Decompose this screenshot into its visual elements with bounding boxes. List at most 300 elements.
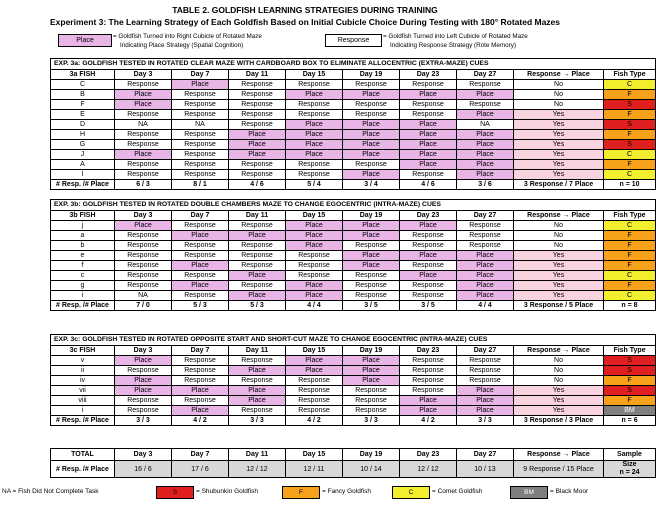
fish-type-cell: S xyxy=(604,386,656,396)
strategy-cell: Response xyxy=(229,241,286,251)
fish-id: a xyxy=(51,231,115,241)
response-to-place-cell: Yes xyxy=(514,281,604,291)
strategy-cell: Response xyxy=(286,100,343,110)
strategy-cell: Response xyxy=(229,120,286,130)
strategy-cell: Response xyxy=(400,356,457,366)
strategy-cell: Response xyxy=(400,110,457,120)
sample-label-2: Size xyxy=(622,461,637,468)
exp3a-col-header: Fish Type xyxy=(604,70,656,80)
strategy-cell: Response xyxy=(229,281,286,291)
fish-type-cell: F xyxy=(604,396,656,406)
strategy-cell: Place xyxy=(286,231,343,241)
table-row xyxy=(51,356,656,366)
strategy-cell: Place xyxy=(172,261,229,271)
strategy-cell: Response xyxy=(229,160,286,170)
legend-place-text-2: Indicating Place Strategy (Spatial Cognition) xyxy=(120,42,244,49)
exp3b-col-header: Day 23 xyxy=(400,211,457,221)
table-row xyxy=(51,396,656,406)
table-row xyxy=(51,130,656,140)
strategy-cell: Response xyxy=(229,261,286,271)
strategy-cell: Place xyxy=(229,140,286,150)
strategy-cell: Place xyxy=(457,386,514,396)
exp-3c-table xyxy=(50,334,656,426)
strategy-cell: Response xyxy=(229,221,286,231)
strategy-cell: Response xyxy=(172,291,229,301)
total-rp: 9 Response / 15 Place xyxy=(514,461,604,478)
strategy-cell: Place xyxy=(115,90,172,100)
strategy-cell: Response xyxy=(172,160,229,170)
strategy-cell: Place xyxy=(457,150,514,160)
strategy-cell: Place xyxy=(400,90,457,100)
total-day11: 12 / 12 xyxy=(229,461,286,478)
table-row xyxy=(51,90,656,100)
table-row xyxy=(51,110,656,120)
exp3c-col-header: Day 19 xyxy=(343,346,400,356)
response-to-place-cell: Yes xyxy=(514,386,604,396)
strategy-cell: Response xyxy=(400,80,457,90)
strategy-cell: Response xyxy=(115,281,172,291)
exp3b-col-header: Day 3 xyxy=(115,211,172,221)
exp3a-footer-rp: 3 Response / 7 Place xyxy=(514,180,604,190)
strategy-cell: Place xyxy=(457,281,514,291)
table-row xyxy=(51,251,656,261)
strategy-cell: Place xyxy=(229,291,286,301)
response-to-place-cell: No xyxy=(514,376,604,386)
exp3a-col-header: Response → Place xyxy=(514,70,604,80)
total-sample-size-label xyxy=(604,449,656,461)
total-table xyxy=(50,448,656,478)
fish-type-cell: F xyxy=(604,110,656,120)
table-row xyxy=(51,406,656,416)
strategy-cell: Place xyxy=(457,140,514,150)
strategy-cell: Place xyxy=(343,366,400,376)
table-row xyxy=(51,271,656,281)
strategy-cell: Place xyxy=(343,231,400,241)
strategy-cell: Place xyxy=(457,396,514,406)
response-to-place-cell: No xyxy=(514,90,604,100)
strategy-cell: Place xyxy=(343,170,400,180)
response-to-place-cell: Yes xyxy=(514,261,604,271)
exp3c-col-header: Day 11 xyxy=(229,346,286,356)
strategy-cell: Response xyxy=(115,241,172,251)
table-subtitle: Experiment 3: The Learning Strategy of Each Goldfish Based on Initial Cubicle Choice During Testing with 180° Rotated Mazes xyxy=(49,17,561,27)
exp3a-col-header: Day 27 xyxy=(457,70,514,80)
fish-type-cell: C xyxy=(604,150,656,160)
exp3b-col-header: Day 19 xyxy=(343,211,400,221)
table-row xyxy=(51,221,656,231)
total-col-day27: Day 27 xyxy=(457,449,514,461)
exp3c-footer-label: # Resp. /# Place xyxy=(51,416,115,426)
strategy-cell: Place xyxy=(457,271,514,281)
strategy-cell: Place xyxy=(400,140,457,150)
strategy-cell: Response xyxy=(229,90,286,100)
exp3c-footer-count: 4 / 2 xyxy=(172,416,229,426)
response-to-place-cell: Yes xyxy=(514,251,604,261)
total-col-day19: Day 19 xyxy=(343,449,400,461)
sample-size-value: n = 24 xyxy=(619,469,640,476)
total-col-day7: Day 7 xyxy=(172,449,229,461)
fish-type-cell: C xyxy=(604,271,656,281)
fish-id: A xyxy=(51,160,115,170)
strategy-cell: Place xyxy=(115,376,172,386)
total-day7: 17 / 6 xyxy=(172,461,229,478)
exp3b-col-header: Response → Place xyxy=(514,211,604,221)
exp3c-footer-count: 3 / 3 xyxy=(115,416,172,426)
exp3b-footer-label: # Resp. /# Place xyxy=(51,301,115,311)
legend-blackmoor-text: = Black Moor xyxy=(550,488,589,495)
fish-type-cell: C xyxy=(604,170,656,180)
table-row xyxy=(51,291,656,301)
strategy-cell: Place xyxy=(343,90,400,100)
total-col-day11: Day 11 xyxy=(229,449,286,461)
strategy-cell: Response xyxy=(457,366,514,376)
legend-fancy-text: = Fancy Goldfish xyxy=(322,488,371,495)
total-sublabel: # Resp. /# Place xyxy=(51,461,115,478)
strategy-cell: Place xyxy=(400,271,457,281)
fish-id: c xyxy=(51,271,115,281)
strategy-cell: Response xyxy=(286,110,343,120)
strategy-cell: Response xyxy=(457,100,514,110)
legend-shubunkin-text: = Shubunkin Goldfish xyxy=(196,488,258,495)
strategy-cell: Response xyxy=(172,241,229,251)
exp3b-footer-count: 3 / 5 xyxy=(400,301,457,311)
table-row xyxy=(51,120,656,130)
strategy-cell: Response xyxy=(286,160,343,170)
strategy-cell: Place xyxy=(115,221,172,231)
strategy-cell: Response xyxy=(457,231,514,241)
response-to-place-cell: No xyxy=(514,231,604,241)
strategy-cell: Place xyxy=(457,130,514,140)
strategy-cell: Response xyxy=(400,376,457,386)
fish-id: C xyxy=(51,80,115,90)
strategy-cell: Response xyxy=(172,170,229,180)
legend-response-box: Response xyxy=(325,34,382,47)
fish-type-cell: F xyxy=(604,241,656,251)
exp3c-footer-count: 3 / 3 xyxy=(229,416,286,426)
fish-type-cell: F xyxy=(604,261,656,271)
strategy-cell: Place xyxy=(115,356,172,366)
fish-id: F xyxy=(51,100,115,110)
fish-id: H xyxy=(51,130,115,140)
exp3c-col-header: Day 23 xyxy=(400,346,457,356)
response-to-place-cell: Yes xyxy=(514,120,604,130)
table-row xyxy=(51,281,656,291)
fish-id: v xyxy=(51,356,115,366)
strategy-cell: Response xyxy=(229,356,286,366)
exp3a-footer-label: # Resp. /# Place xyxy=(51,180,115,190)
legend-blackmoor-swatch: BM xyxy=(510,486,548,499)
strategy-cell: Response xyxy=(343,160,400,170)
strategy-cell: NA xyxy=(115,120,172,130)
exp3c-footer-n: n = 6 xyxy=(604,416,656,426)
exp3a-col-header: Day 15 xyxy=(286,70,343,80)
strategy-cell: Place xyxy=(286,120,343,130)
table-row xyxy=(51,261,656,271)
strategy-cell: Response xyxy=(286,396,343,406)
strategy-cell: Place xyxy=(229,231,286,241)
strategy-cell: Response xyxy=(172,140,229,150)
fish-id: b xyxy=(51,241,115,251)
fish-id: G xyxy=(51,140,115,150)
table-row xyxy=(51,386,656,396)
total-day23: 12 / 12 xyxy=(400,461,457,478)
strategy-cell: Response xyxy=(457,376,514,386)
strategy-cell: Response xyxy=(115,366,172,376)
strategy-cell: Response xyxy=(229,376,286,386)
fish-type-cell: F xyxy=(604,160,656,170)
strategy-cell: Response xyxy=(343,291,400,301)
response-to-place-cell: No xyxy=(514,356,604,366)
fish-type-cell: F xyxy=(604,376,656,386)
exp3b-col-header: Day 15 xyxy=(286,211,343,221)
strategy-cell: Response xyxy=(229,406,286,416)
exp3a-footer-count: 4 / 6 xyxy=(229,180,286,190)
table-row xyxy=(51,80,656,90)
response-to-place-cell: Yes xyxy=(514,150,604,160)
legend-place-text-1: = Goldfish Turned into Right Cubicle of Rotated Maze xyxy=(113,33,262,40)
strategy-cell: NA xyxy=(172,120,229,130)
fish-type-cell: S xyxy=(604,140,656,150)
strategy-cell: Place xyxy=(286,291,343,301)
exp3c-col-header: Day 3 xyxy=(115,346,172,356)
strategy-cell: Place xyxy=(172,406,229,416)
legend-comet-swatch: C xyxy=(392,486,430,499)
exp3c-col-header: Fish Type xyxy=(604,346,656,356)
strategy-cell: Place xyxy=(400,251,457,261)
strategy-cell: Place xyxy=(229,366,286,376)
strategy-cell: Response xyxy=(172,356,229,366)
fish-id: i xyxy=(51,291,115,301)
strategy-cell: Response xyxy=(172,150,229,160)
exp3a-col-header: Day 11 xyxy=(229,70,286,80)
strategy-cell: Place xyxy=(343,130,400,140)
exp3c-footer-count: 4 / 2 xyxy=(286,416,343,426)
table-row xyxy=(51,140,656,150)
exp3c-col-header: Day 7 xyxy=(172,346,229,356)
strategy-cell: Response xyxy=(343,271,400,281)
exp3c-footer-rp: 3 Response / 3 Place xyxy=(514,416,604,426)
total-day27: 10 / 13 xyxy=(457,461,514,478)
exp3a-footer-n: n = 10 xyxy=(604,180,656,190)
table-row xyxy=(51,231,656,241)
response-to-place-cell: No xyxy=(514,100,604,110)
strategy-cell: Response xyxy=(457,356,514,366)
strategy-cell: Response xyxy=(400,386,457,396)
strategy-cell: Response xyxy=(400,231,457,241)
exp3b-footer-count: 7 / 0 xyxy=(115,301,172,311)
exp3a-title: EXP. 3a: GOLDFISH TESTED IN ROTATED CLEAR MAZE WITH CARDBOARD BOX TO ELIMINATE ALLOCENTRIC (EXTRA-MAZE) CUES xyxy=(51,59,656,70)
strategy-cell: Response xyxy=(172,100,229,110)
strategy-cell: Place xyxy=(400,130,457,140)
exp3b-footer-count: 4 / 4 xyxy=(286,301,343,311)
exp3b-footer-count: 3 / 5 xyxy=(343,301,400,311)
strategy-cell: Response xyxy=(400,100,457,110)
exp3c-fish-header: 3c FISH xyxy=(51,346,115,356)
exp3c-footer-count: 3 / 3 xyxy=(457,416,514,426)
strategy-cell: Response xyxy=(172,90,229,100)
strategy-cell: Response xyxy=(286,386,343,396)
fish-type-cell: F xyxy=(604,90,656,100)
strategy-cell: Response xyxy=(400,291,457,301)
response-to-place-cell: Yes xyxy=(514,406,604,416)
fish-type-cell: C xyxy=(604,291,656,301)
exp3a-footer-count: 8 / 1 xyxy=(172,180,229,190)
strategy-cell: Place xyxy=(172,281,229,291)
exp3b-col-header: Day 7 xyxy=(172,211,229,221)
strategy-cell: Response xyxy=(400,366,457,376)
fish-id: E xyxy=(51,110,115,120)
strategy-cell: Place xyxy=(343,221,400,231)
exp3b-col-header: Day 27 xyxy=(457,211,514,221)
table-title: TABLE 2. GOLDFISH LEARNING STRATEGIES DURING TRAINING xyxy=(172,5,438,15)
strategy-cell: Response xyxy=(343,110,400,120)
strategy-cell: Response xyxy=(400,281,457,291)
fish-id: e xyxy=(51,251,115,261)
legend-response-text-1: = Goldfish Turned into Left Cubicle of Rotated Maze xyxy=(383,33,528,40)
strategy-cell: Place xyxy=(457,291,514,301)
legend-response-text-2: Indicating Response Strategy (Rote Memory) xyxy=(390,42,516,49)
fish-type-cell: S xyxy=(604,100,656,110)
exp3a-footer-count: 4 / 6 xyxy=(400,180,457,190)
legend-place-box: Place xyxy=(58,34,112,47)
exp3c-footer-count: 4 / 2 xyxy=(400,416,457,426)
strategy-cell: Place xyxy=(229,386,286,396)
strategy-cell: Place xyxy=(343,140,400,150)
fish-id: B xyxy=(51,90,115,100)
response-to-place-cell: Yes xyxy=(514,271,604,281)
fish-type-cell: S xyxy=(604,120,656,130)
table-row xyxy=(51,241,656,251)
strategy-cell: Response xyxy=(115,251,172,261)
exp3b-footer-count: 5 / 3 xyxy=(172,301,229,311)
strategy-cell: Response xyxy=(343,281,400,291)
response-to-place-cell: No xyxy=(514,241,604,251)
strategy-cell: Place xyxy=(457,406,514,416)
strategy-cell: Place xyxy=(172,386,229,396)
strategy-cell: Response xyxy=(286,271,343,281)
legend-fancy-swatch: F xyxy=(282,486,320,499)
strategy-cell: Place xyxy=(400,160,457,170)
exp3b-footer-n: n = 8 xyxy=(604,301,656,311)
total-label: TOTAL xyxy=(51,449,115,461)
strategy-cell: Place xyxy=(286,356,343,366)
strategy-cell: Response xyxy=(115,170,172,180)
fish-type-cell: C xyxy=(604,80,656,90)
strategy-cell: Response xyxy=(229,110,286,120)
strategy-cell: Response xyxy=(115,396,172,406)
strategy-cell: Place xyxy=(229,271,286,281)
strategy-cell: Place xyxy=(343,251,400,261)
strategy-cell: Response xyxy=(343,406,400,416)
fish-id: ii xyxy=(51,366,115,376)
strategy-cell: Place xyxy=(400,406,457,416)
strategy-cell: Place xyxy=(343,150,400,160)
strategy-cell: Place xyxy=(457,251,514,261)
response-to-place-cell: Yes xyxy=(514,130,604,140)
strategy-cell: Place xyxy=(286,366,343,376)
strategy-cell: Place xyxy=(229,150,286,160)
total-day15: 12 / 11 xyxy=(286,461,343,478)
strategy-cell: Response xyxy=(229,170,286,180)
fish-id: D xyxy=(51,120,115,130)
fish-id: J xyxy=(51,150,115,160)
exp3a-col-header: Day 19 xyxy=(343,70,400,80)
exp3c-col-header: Day 15 xyxy=(286,346,343,356)
fish-id: iv xyxy=(51,376,115,386)
strategy-cell: Place xyxy=(400,396,457,406)
legend-shubunkin-swatch: S xyxy=(156,486,194,499)
exp-3b-table xyxy=(50,199,656,311)
exp3b-title: EXP. 3b: GOLDFISH TESTED IN ROTATED DOUBLE CHAMBERS MAZE TO CHANGE EGOCENTRIC (INTRA-MAZE) CUES xyxy=(51,200,656,211)
strategy-cell: Response xyxy=(286,376,343,386)
fish-id: i xyxy=(51,406,115,416)
strategy-cell: Response xyxy=(115,271,172,281)
response-to-place-cell: Yes xyxy=(514,140,604,150)
strategy-cell: Response xyxy=(229,80,286,90)
strategy-cell: Place xyxy=(457,110,514,120)
strategy-cell: Place xyxy=(172,231,229,241)
exp3b-footer-rp: 3 Response / 5 Place xyxy=(514,301,604,311)
exp3c-col-header: Day 27 xyxy=(457,346,514,356)
exp3b-col-header: Fish Type xyxy=(604,211,656,221)
total-sample-size xyxy=(604,461,656,478)
table-row xyxy=(51,150,656,160)
strategy-cell: Place xyxy=(457,160,514,170)
strategy-cell: Response xyxy=(115,140,172,150)
strategy-cell: Response xyxy=(457,80,514,90)
fish-id: j xyxy=(51,221,115,231)
strategy-cell: NA xyxy=(115,291,172,301)
fish-type-cell: F xyxy=(604,251,656,261)
strategy-cell: Place xyxy=(400,120,457,130)
response-to-place-cell: No xyxy=(514,80,604,90)
strategy-cell: Place xyxy=(115,386,172,396)
strategy-cell: Response xyxy=(343,80,400,90)
strategy-cell: Response xyxy=(457,221,514,231)
strategy-cell: Place xyxy=(229,130,286,140)
strategy-cell: Place xyxy=(457,90,514,100)
response-to-place-cell: Yes xyxy=(514,291,604,301)
exp3a-footer-count: 6 / 3 xyxy=(115,180,172,190)
strategy-cell: Response xyxy=(343,396,400,406)
fish-id: vii xyxy=(51,386,115,396)
strategy-cell: Response xyxy=(115,406,172,416)
total-col-day15: Day 15 xyxy=(286,449,343,461)
exp-3a-table xyxy=(50,58,656,190)
exp3a-col-header: Day 23 xyxy=(400,70,457,80)
strategy-cell: Place xyxy=(343,261,400,271)
strategy-cell: Place xyxy=(343,376,400,386)
strategy-cell: Place xyxy=(115,150,172,160)
strategy-cell: Response xyxy=(343,386,400,396)
strategy-cell: Response xyxy=(229,251,286,261)
strategy-cell: Response xyxy=(457,241,514,251)
strategy-cell: Response xyxy=(172,366,229,376)
strategy-cell: Response xyxy=(286,170,343,180)
total-day3: 16 / 6 xyxy=(115,461,172,478)
strategy-cell: Place xyxy=(343,120,400,130)
exp3a-col-header: Day 7 xyxy=(172,70,229,80)
table-row xyxy=(51,170,656,180)
total-col-day23: Day 23 xyxy=(400,449,457,461)
strategy-cell: NA xyxy=(457,120,514,130)
exp3a-footer-count: 5 / 4 xyxy=(286,180,343,190)
strategy-cell: Place xyxy=(286,140,343,150)
legend-comet-text: = Comet Goldfish xyxy=(432,488,483,495)
strategy-cell: Response xyxy=(172,271,229,281)
strategy-cell: Response xyxy=(172,130,229,140)
response-to-place-cell: Yes xyxy=(514,396,604,406)
